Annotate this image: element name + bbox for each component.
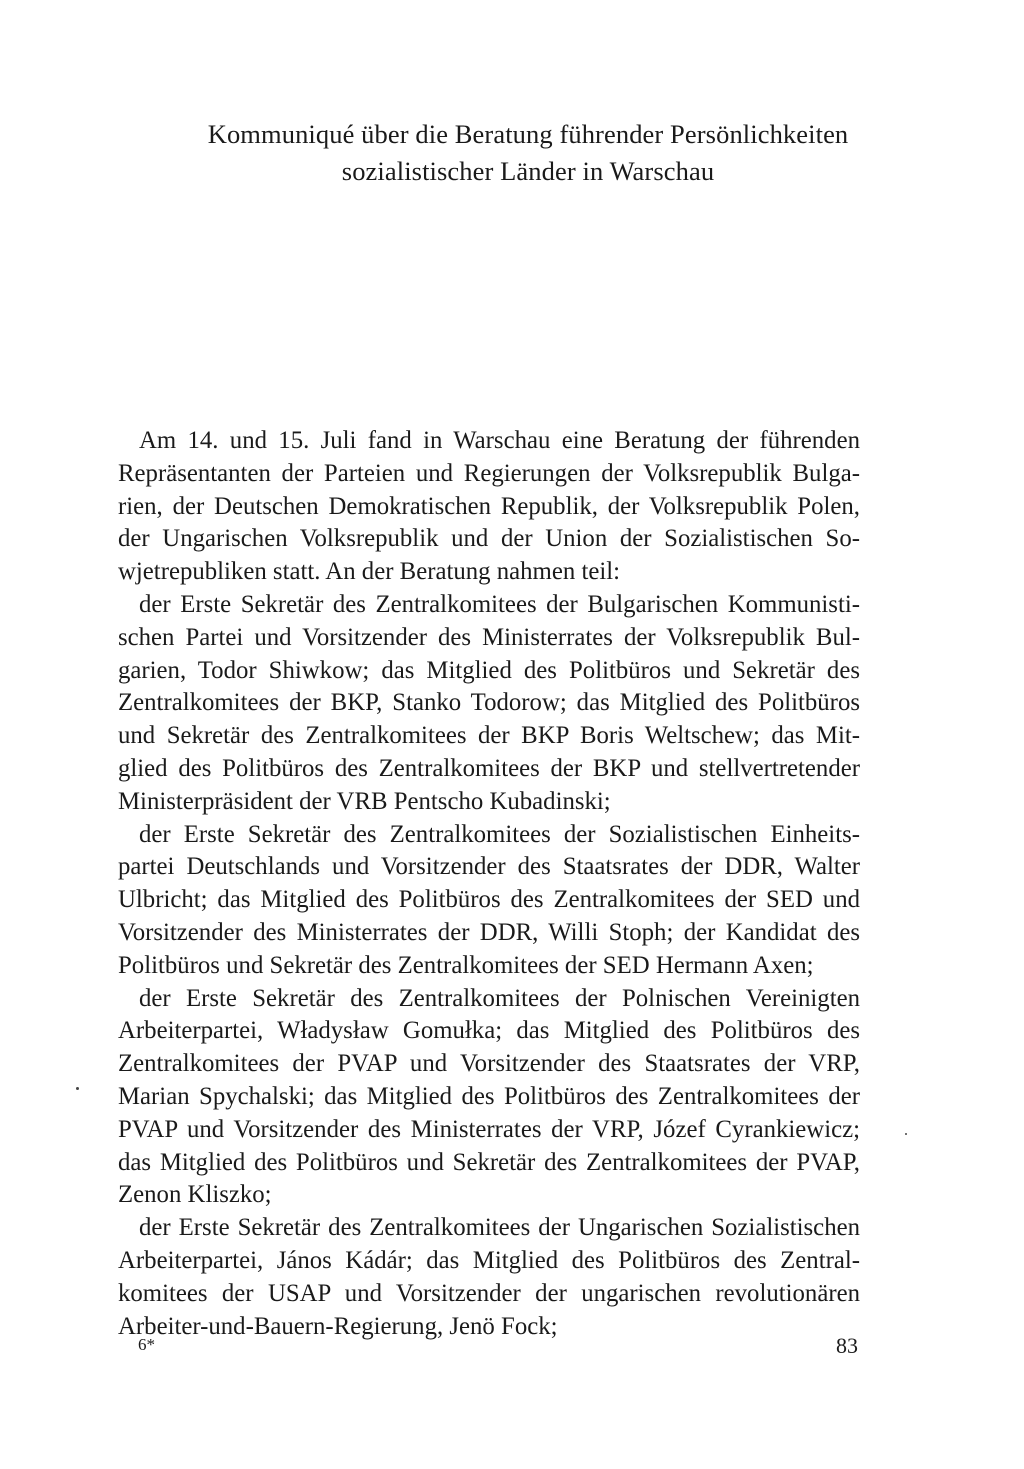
paragraph-hungary: [118, 1212, 860, 1343]
text-line: Zenon Kliszko;: [118, 1181, 272, 1209]
text-line: Ministerpräsident der VRB Pentscho Kubadinski;: [118, 787, 611, 815]
text-line: Arbeiterpartei, János Kádár; das Mitglied des Politbüros des Zentral-: [118, 1246, 860, 1274]
text-line: Repräsentanten der Parteien und Regierungen der Volksrepublik Bulga-: [118, 459, 860, 487]
title-line-1: Kommuniqué über die Beratung führender Persönlichkeiten: [207, 119, 849, 149]
title-line-2: sozialistischer Länder in Warschau: [341, 156, 715, 186]
text-line: schen Partei und Vorsitzender des Ministerrates der Volksrepublik Bul-: [118, 623, 860, 651]
text-line: rien, der Deutschen Demokratischen Republik, der Volksrepublik Polen,: [118, 492, 860, 520]
printer-signature: 6*: [138, 1335, 155, 1354]
text-line: Politbüros und Sekretär des Zentralkomitees der SED Hermann Axen;: [118, 951, 814, 979]
paragraph-intro: [118, 425, 860, 589]
text-line: partei Deutschlands und Vorsitzender des Staatsrates der DDR, Walter: [118, 853, 860, 881]
text-line: Marian Spychalski; das Mitglied des Politbüros des Zentralkomitees der: [118, 1082, 860, 1110]
paragraph-bulgaria: [118, 589, 860, 819]
text-line: Ulbricht; das Mitglied des Politbüros des Zentralkomitees der SED und: [118, 886, 860, 914]
text-line: PVAP und Vorsitzender des Ministerrates der VRP, Józef Cyrankiewicz;: [118, 1115, 860, 1143]
text-line: Zentralkomitees der BKP, Stanko Todorow; das Mitglied des Politbüros: [118, 689, 860, 717]
text-line: wjetrepubliken statt. An der Beratung nahmen teil:: [118, 558, 621, 586]
text-line: der Erste Sekretär des Zentralkomitees der Sozialistischen Einheits-: [139, 820, 860, 848]
text-line: der Erste Sekretär des Zentralkomitees der Polnischen Vereinigten: [139, 984, 860, 1012]
page-number: 83: [836, 1333, 858, 1358]
text-line: Zentralkomitees der PVAP und Vorsitzender des Staatsrates der VRP,: [118, 1050, 860, 1078]
text-line: Vorsitzender des Ministerrates der DDR, Willi Stoph; der Kandidat des: [118, 918, 860, 946]
document-title: [100, 116, 956, 190]
text-line: das Mitglied des Politbüros und Sekretär des Zentralkomitees der PVAP,: [118, 1148, 860, 1176]
text-line: komitees der USAP und Vorsitzender der ungarischen revolutionären: [118, 1279, 860, 1307]
print-speck: [905, 1133, 907, 1135]
text-line: Arbeiter-und-Bauern-Regierung, Jenö Fock;: [118, 1312, 558, 1340]
text-line: der Ungarischen Volksrepublik und der Union der Sozialistischen So-: [118, 525, 860, 553]
document-body: [118, 425, 860, 1343]
text-line: und Sekretär des Zentralkomitees der BKP Boris Weltschew; das Mit-: [118, 722, 860, 750]
text-line: der Erste Sekretär des Zentralkomitees der Bulgarischen Kommunisti-: [139, 590, 860, 618]
text-line: Arbeiterpartei, Władysław Gomułka; das Mitglied des Politbüros des: [118, 1017, 860, 1045]
print-speck: [76, 1087, 79, 1090]
paragraph-poland: [118, 983, 860, 1213]
text-line: glied des Politbüros des Zentralkomitees der BKP und stellvertretender: [118, 754, 860, 782]
text-line: der Erste Sekretär des Zentralkomitees der Ungarischen Sozialistischen: [139, 1214, 860, 1242]
text-line: Am 14. und 15. Juli fand in Warschau eine Beratung der führenden: [139, 427, 860, 454]
text-line: garien, Todor Shiwkow; das Mitglied des Politbüros und Sekretär des: [118, 656, 860, 684]
paragraph-gdr: [118, 819, 860, 983]
